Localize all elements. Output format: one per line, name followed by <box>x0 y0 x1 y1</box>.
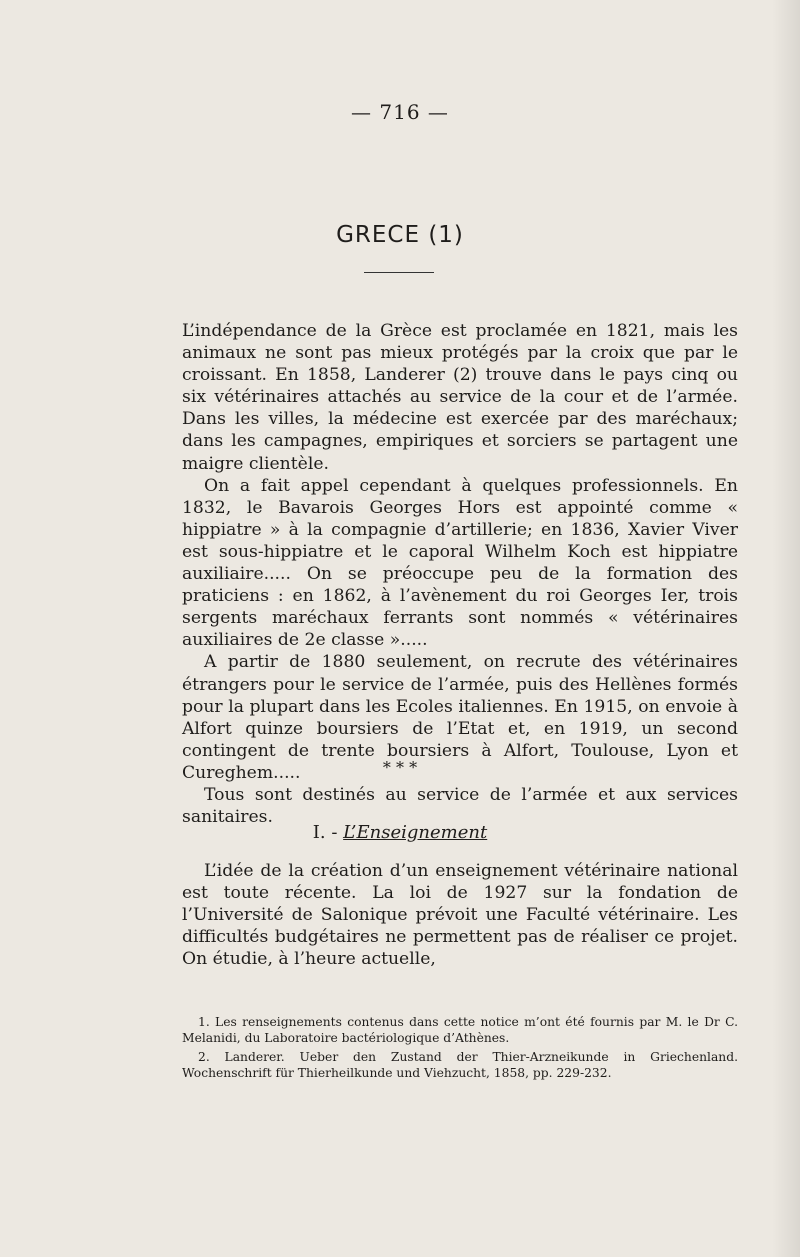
intro-body <box>182 320 738 828</box>
paragraph-4: Tous sont destinés au service de l’armée et aux services sanitaires. <box>182 784 738 828</box>
title-footnote-ref: (1) <box>428 222 464 248</box>
section-number: I. - <box>312 822 338 843</box>
page-title <box>0 222 800 248</box>
footnote-2: 2. Landerer. Ueber den Zustand der Thier-Arzneikunde in Griechenland. Wochenschrift für Thierheilkunde und Viehzucht, 1858, pp. 229-232. <box>182 1050 738 1080</box>
paragraph-1: L’indépendance de la Grèce est proclamée en 1821, mais les animaux ne sont pas mieux protégés par la croix que par le croissant. En 1858, Landerer (2) trouve dans le pays cinq ou six vétérinaires attachés au service de la cour et de l’armée. Dans les villes, la médecine est exercée par des maréchaux; dans les campagnes, empiriques et sorciers se partagent une maigre clientèle. <box>182 321 738 474</box>
page-edge-shadow <box>772 0 800 1257</box>
section-title: L’Enseignement <box>343 822 488 843</box>
paragraph-2: On a fait appel cependant à quelques professionnels. En 1832, le Bavarois Georges Hors est appointé comme « hippiatre » à la compagnie d’artillerie; en 1836, Xavier Viver est sous-hippiatre et le caporal Wilhelm Koch est hippiatre auxiliaire..... On se préoccupe peu de la formation des praticiens : en 1862, à l’avènement du roi Georges Ier, trois sergents maréchaux ferrants sont nommés « vétérinaires auxiliaires de 2e classe »..... <box>182 475 738 651</box>
section-separator: * * * <box>382 758 418 777</box>
title-rule <box>364 272 434 273</box>
footnote-1: 1. Les renseignements contenus dans cette notice m’ont été fournis par M. le Dr C. Melanidi, du Laboratoire bactériologique d’Athènes. <box>182 1015 738 1045</box>
section-body <box>182 860 738 970</box>
section-heading <box>0 822 800 843</box>
paragraph-3: A partir de 1880 seulement, on recrute des vétérinaires étrangers pour le service de l’armée, puis des Hellènes formés pour la plupart dans les Ecoles italiennes. En 1915, on envoie à Alfort quinze boursiers de l’Etat et, en 1919, un second contingent de trente boursiers à Alfort, Toulouse, Lyon et Cureghem..... <box>182 652 738 783</box>
page-number: — 716 — <box>351 100 449 124</box>
footnotes <box>182 1014 738 1084</box>
section-paragraph: L’idée de la création d’un enseignement vétérinaire national est toute récente. La loi de 1927 sur la fondation de l’Université de Salonique prévoit une Faculté vétérinaire. Les difficultés budgétaires ne permettent pas de réaliser ce projet. On étudie, à l’heure actuelle, <box>182 861 738 970</box>
title-text: GRECE <box>336 222 421 248</box>
